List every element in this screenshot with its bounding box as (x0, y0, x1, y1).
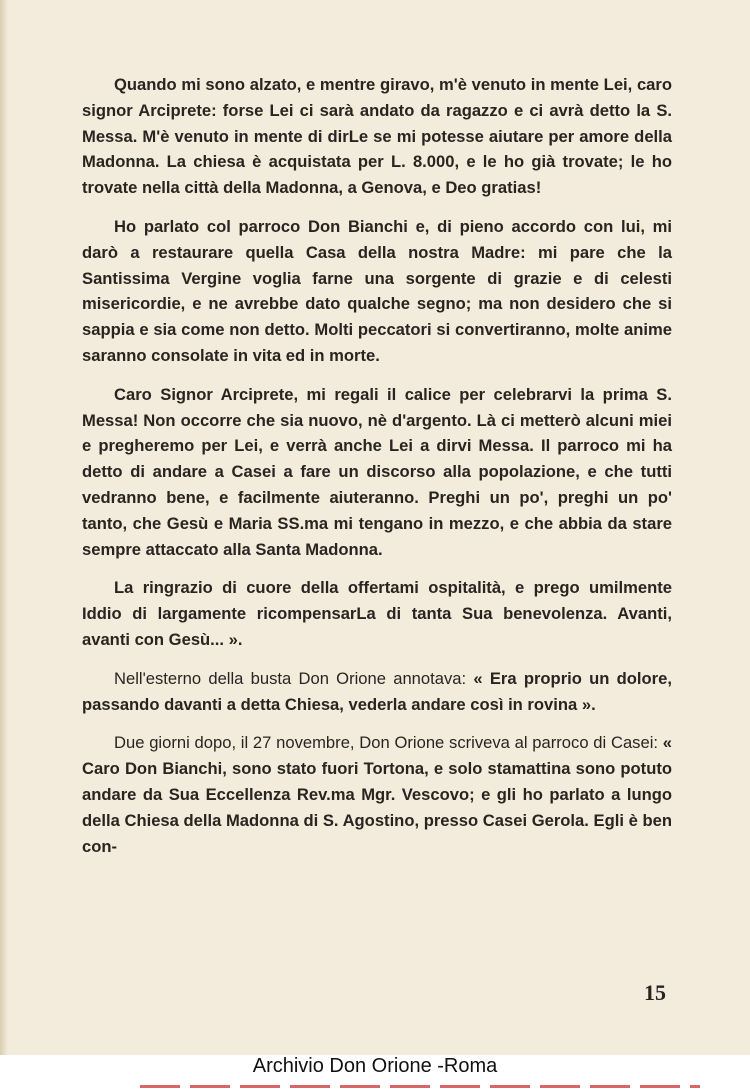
page-number: 15 (644, 980, 666, 1005)
page-edge-shadow (0, 0, 8, 1055)
archive-footer: Archivio Don Orione -Roma (252, 1055, 498, 1077)
paragraph-5 (82, 666, 672, 718)
paragraph-6-plain: Due giorni dopo, il 27 novembre, Don Orione scriveva al parroco di Casei: (114, 733, 663, 753)
body-text (82, 72, 672, 872)
paragraph-5-plain: Nell'esterno della busta Don Orione annotava: (114, 668, 474, 688)
paragraph-1: Quando mi sono alzato, e mentre giravo, m'è venuto in mente Lei, caro signor Arciprete: forse Lei ci sarà andato da ragazzo e ci avrà detto la S. Messa. M'è venuto in mente di dirLe se mi potesse aiutare per amore della Madonna. La chiesa è acquistata per L. 8.000, e le ho già trovate; le ho trovate nella città della Madonna, a Genova, e Deo gratias! (82, 75, 672, 198)
paragraph-3: Caro Signor Arciprete, mi regali il calice per celebrarvi la prima S. Messa! Non occorre che sia nuovo, nè d'argento. Là ci metterò alcuni miei e pregheremo per Lei, e verrà anche Lei a dirvi Messa. Il parroco mi ha detto di andare a Casei a fare un discorso alla popolazione, e che tutti vedranno bene, e facilmente aiuteranno. Preghi un po', preghi un po' tanto, che Gesù e Maria SS.ma mi tengano in mezzo, e che abbia da stare sempre attaccato alla Santa Madonna. (82, 384, 672, 559)
paragraph-4: La ringrazio di cuore della offertami ospitalità, e prego umilmente Iddio di largamente ricompensarLa di tanta Sua benevolenza. Avanti, avanti con Gesù... ». (82, 578, 672, 649)
paragraph-5-quote: « Era proprio un dolore, passando davanti a detta Chiesa, vederla andare così in rovina ». (82, 668, 672, 714)
paragraph-6-quote: « Caro Don Bianchi, sono stato fuori Tortona, e solo stamattina sono potuto andare da Sua Eccellenza Rev.ma Mgr. Vescovo; e gli ho parlato a lungo della Chiesa della Madonna di S. Agostino, presso Casei Gerola. Egli è ben con- (82, 733, 672, 856)
paragraph-6 (82, 730, 672, 859)
footer-decoration (140, 1085, 700, 1088)
paragraph-2: Ho parlato col parroco Don Bianchi e, di pieno accordo con lui, mi darò a restaurare quella Casa della nostra Madre: mi pare che la Santissima Vergine voglia farne una sorgente di grazie e di celesti misericordie, e ne avrebbe dato qualche segno; ma non desidero che si sappia e sia come non detto. Molti peccatori si convertiranno, molte anime saranno consolate in vita ed in morte. (82, 216, 672, 365)
